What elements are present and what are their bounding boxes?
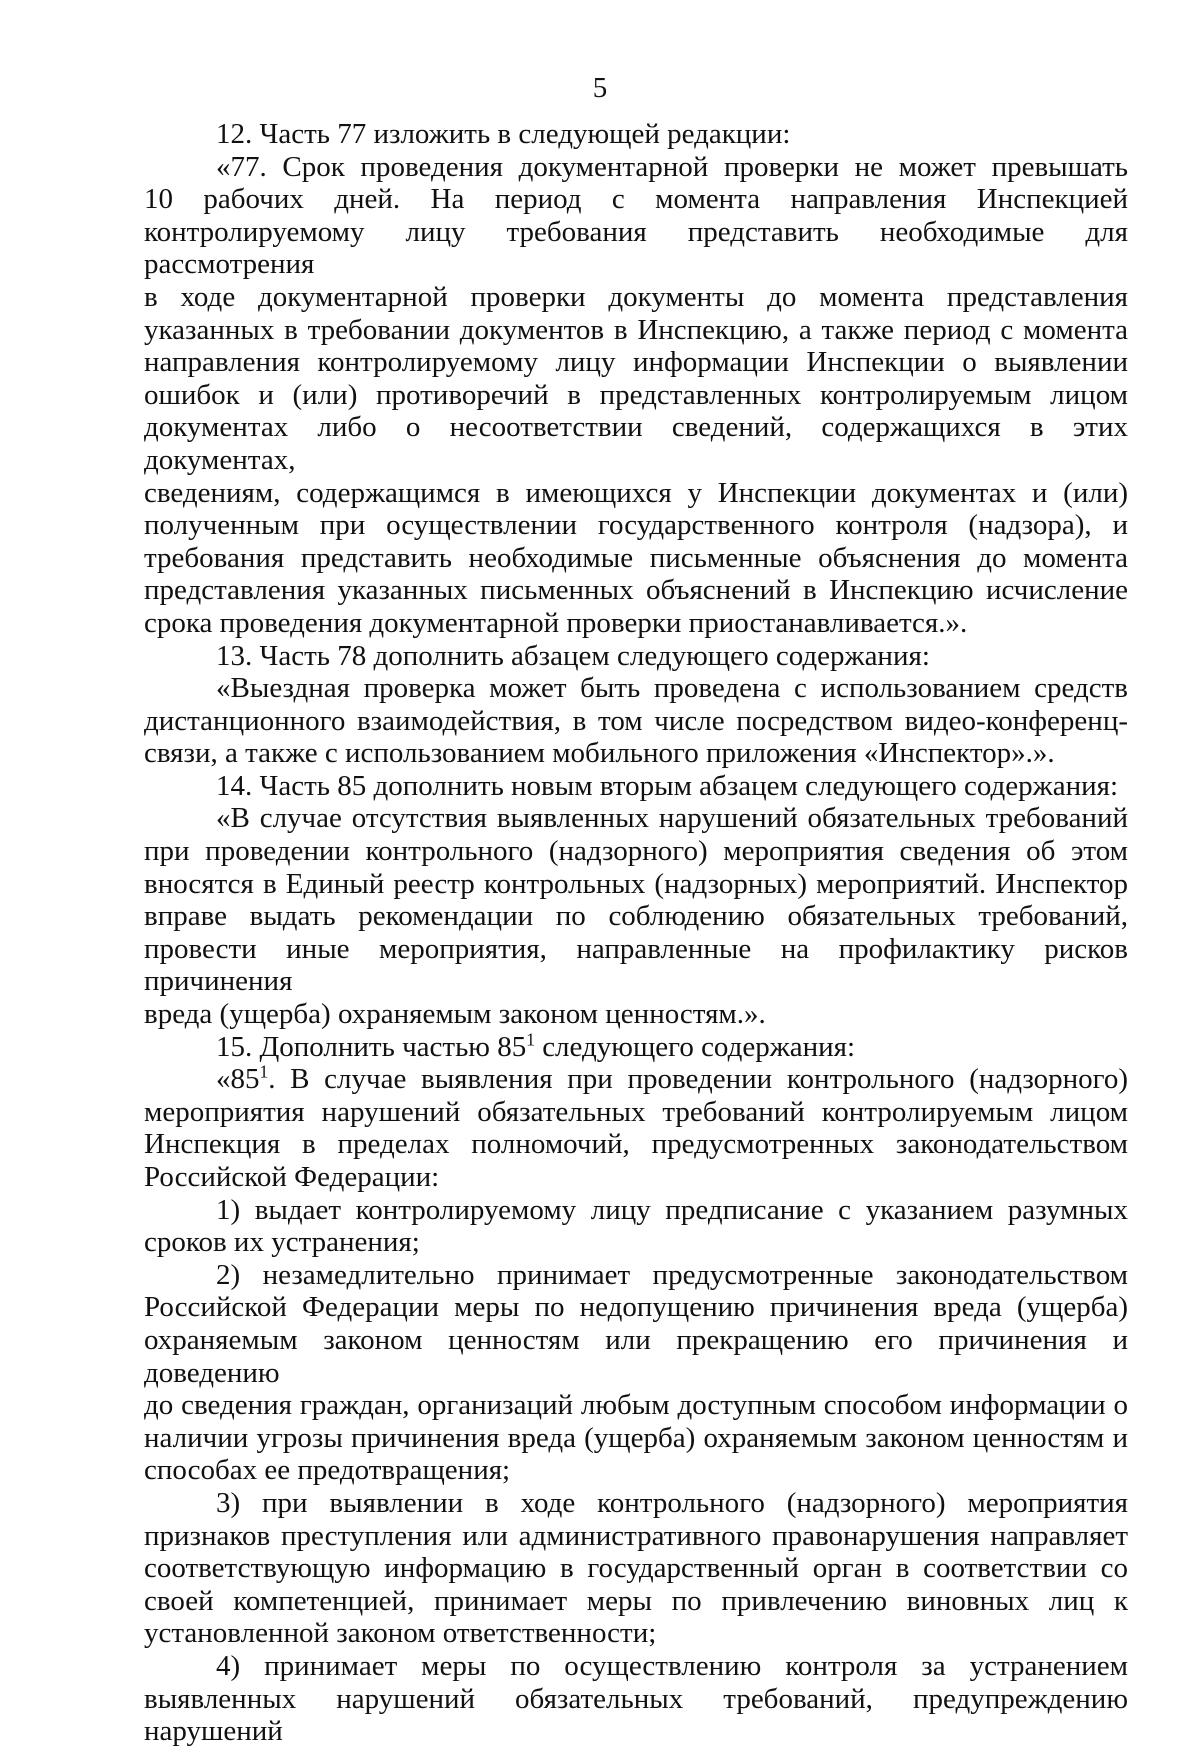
text-line [144, 346, 1128, 379]
superscript: 1 [259, 1061, 269, 1082]
text-line [144, 1291, 1128, 1324]
text-line [144, 1389, 1128, 1422]
text-line [144, 1194, 1128, 1227]
text-line-content: соответствующую информацию в государственный орган в соответствии со [144, 1552, 1128, 1585]
text-line-content: срока проведения документарной проверки приостанавливается.». [144, 606, 968, 639]
text-line-content: мероприятия нарушений обязательных требований контролируемым лицом [144, 1095, 1128, 1128]
text-line [144, 770, 1128, 803]
text-line-content: направления контролируемому лицу информации Инспекции о выявлении [144, 346, 1128, 379]
text-line [144, 477, 1128, 510]
text-line [144, 411, 1128, 476]
text-line [144, 868, 1128, 901]
text-line [144, 281, 1128, 314]
text-line [144, 118, 1128, 151]
text-line-content: 15. Дополнить частью 85 [216, 1030, 527, 1063]
text-line [144, 574, 1128, 607]
text-line [144, 705, 1128, 738]
text-line-tail: . В случае выявления при проведении контрольного (надзорного) [268, 1063, 1128, 1096]
text-line-content: вправе выдать рекомендации по соблюдению обязательных требований, [144, 900, 1128, 933]
text-line [144, 1683, 1128, 1748]
text-line [144, 542, 1128, 575]
page-number: 5 [592, 72, 608, 104]
text-line [144, 802, 1128, 835]
text-line [144, 509, 1128, 542]
text-line-content: наличии угрозы причинения вреда (ущерба) охраняемым законом ценностям и [144, 1421, 1128, 1454]
text-line-content: Российской Федерации меры по недопущению причинения вреда (ущерба) [144, 1291, 1128, 1324]
text-line [144, 151, 1128, 184]
text-line [144, 672, 1128, 705]
text-line-content: способах ее предотвращения; [144, 1454, 511, 1487]
text-line-content: полученным при осуществлении государственного контроля (надзора), и [144, 509, 1128, 542]
text-line-content: сроков их устранения; [144, 1226, 420, 1259]
text-line-content: сведениям, содержащимся в имеющихся у Инспекции документах и (или) [144, 476, 1128, 509]
superscript: 1 [526, 1028, 535, 1049]
text-line-content: Инспекция в пределах полномочий, предусмотренных законодательством [144, 1128, 1128, 1161]
text-line [144, 314, 1128, 347]
text-line [144, 216, 1128, 281]
text-line-content: 3) при выявлении в ходе контрольного (надзорного) мероприятия [216, 1486, 1128, 1519]
text-line-content: до сведения граждан, организаций любым доступным способом информации о [144, 1389, 1128, 1422]
text-line [144, 1324, 1128, 1389]
text-line-content: 4) принимает меры по осуществлению контроля за устранением [216, 1649, 1128, 1682]
text-line-content: представления указанных письменных объяснений в Инспекцию исчисление [144, 574, 1128, 607]
text-line-content: требования представить необходимые письменные объяснения до момента [144, 541, 1128, 574]
text-line [144, 379, 1128, 412]
text-line-content: вносятся в Единый реестр контрольных (надзорных) мероприятий. Инспектор [144, 867, 1128, 900]
text-line [144, 1585, 1128, 1618]
text-line [144, 1096, 1128, 1129]
text-line [144, 183, 1128, 216]
text-line-content: выявленных нарушений обязательных требований, предупреждению нарушений [144, 1682, 1128, 1748]
text-line-content: провести иные мероприятия, направленные на профилактику рисков причинения [144, 932, 1128, 998]
text-line [144, 1161, 1128, 1194]
document-body [144, 118, 1128, 1748]
text-line-content: 13. Часть 78 дополнить абзацем следующего содержания: [216, 639, 930, 672]
text-line-content: в ходе документарной проверки документы до момента представления [144, 280, 1128, 313]
text-line-content: охраняемым законом ценностям или прекращению его причинения и доведению [144, 1323, 1128, 1389]
text-line [144, 640, 1128, 673]
text-line-content: Российской Федерации: [144, 1161, 440, 1193]
text-line [144, 1422, 1128, 1455]
text-line [144, 1028, 1128, 1064]
text-line-content: 14. Часть 85 дополнить новым вторым абзацем следующего содержания: [216, 769, 1119, 802]
text-line-content: при проведении контрольного (надзорного) мероприятия сведения об этом [144, 835, 1128, 868]
text-line-content: документах либо о несоответствии сведений, содержащихся в этих документах, [144, 411, 1128, 476]
text-line-content: контролируемому лицу требования представить необходимые для рассмотрения [144, 215, 1128, 281]
text-line [144, 998, 1128, 1031]
text-line [144, 1063, 1128, 1096]
text-line [144, 1617, 1128, 1650]
text-line-content: ошибок и (или) противоречий в представленных контролируемым лицом [144, 378, 1128, 411]
text-line-content: 2) незамедлительно принимает предусмотренные законодательством [216, 1258, 1128, 1291]
text-line [144, 737, 1128, 770]
text-line [144, 607, 1128, 640]
text-line-content: «В случае отсутствия выявленных нарушений обязательных требований [216, 802, 1128, 835]
text-line [144, 1552, 1128, 1585]
text-line-content: установленной законом ответственности; [144, 1617, 657, 1650]
text-line-content: вреда (ущерба) охраняемым законом ценностям.». [144, 998, 766, 1031]
text-line-content: признаков преступления или административного правонарушения направляет [144, 1519, 1128, 1552]
text-line [144, 1128, 1128, 1161]
text-line [144, 835, 1128, 868]
text-line [144, 1454, 1128, 1487]
text-line [144, 1487, 1128, 1520]
text-line [144, 1520, 1128, 1553]
text-line-content: дистанционного взаимодействия, в том числе посредством видео-конференц- [144, 704, 1128, 737]
text-line-content: 10 рабочих дней. На период с момента направления Инспекцией [144, 183, 1128, 216]
text-line [144, 1650, 1128, 1683]
text-line-tail: следующего содержания: [534, 1030, 856, 1063]
text-line-content: своей компетенцией, принимает меры по привлечению виновных лиц к [144, 1584, 1128, 1617]
text-line-content: 12. Часть 77 изложить в следующей редакции: [216, 118, 791, 150]
text-line-content: 1) выдает контролируемому лицу предписание с указанием разумных [216, 1193, 1128, 1226]
text-line [144, 1259, 1128, 1292]
text-line [144, 1226, 1128, 1259]
text-line-content: «85 [216, 1063, 260, 1096]
text-line [144, 900, 1128, 933]
text-line [144, 933, 1128, 998]
text-line-content: связи, а также с использованием мобильного приложения «Инспектор».». [144, 737, 1055, 770]
text-line-content: «77. Срок проведения документарной проверки не может превышать [216, 150, 1128, 183]
text-line-content: указанных в требовании документов в Инспекцию, а также период с момента [144, 313, 1128, 346]
text-line-content: «Выездная проверка может быть проведена с использованием средств [216, 672, 1128, 705]
